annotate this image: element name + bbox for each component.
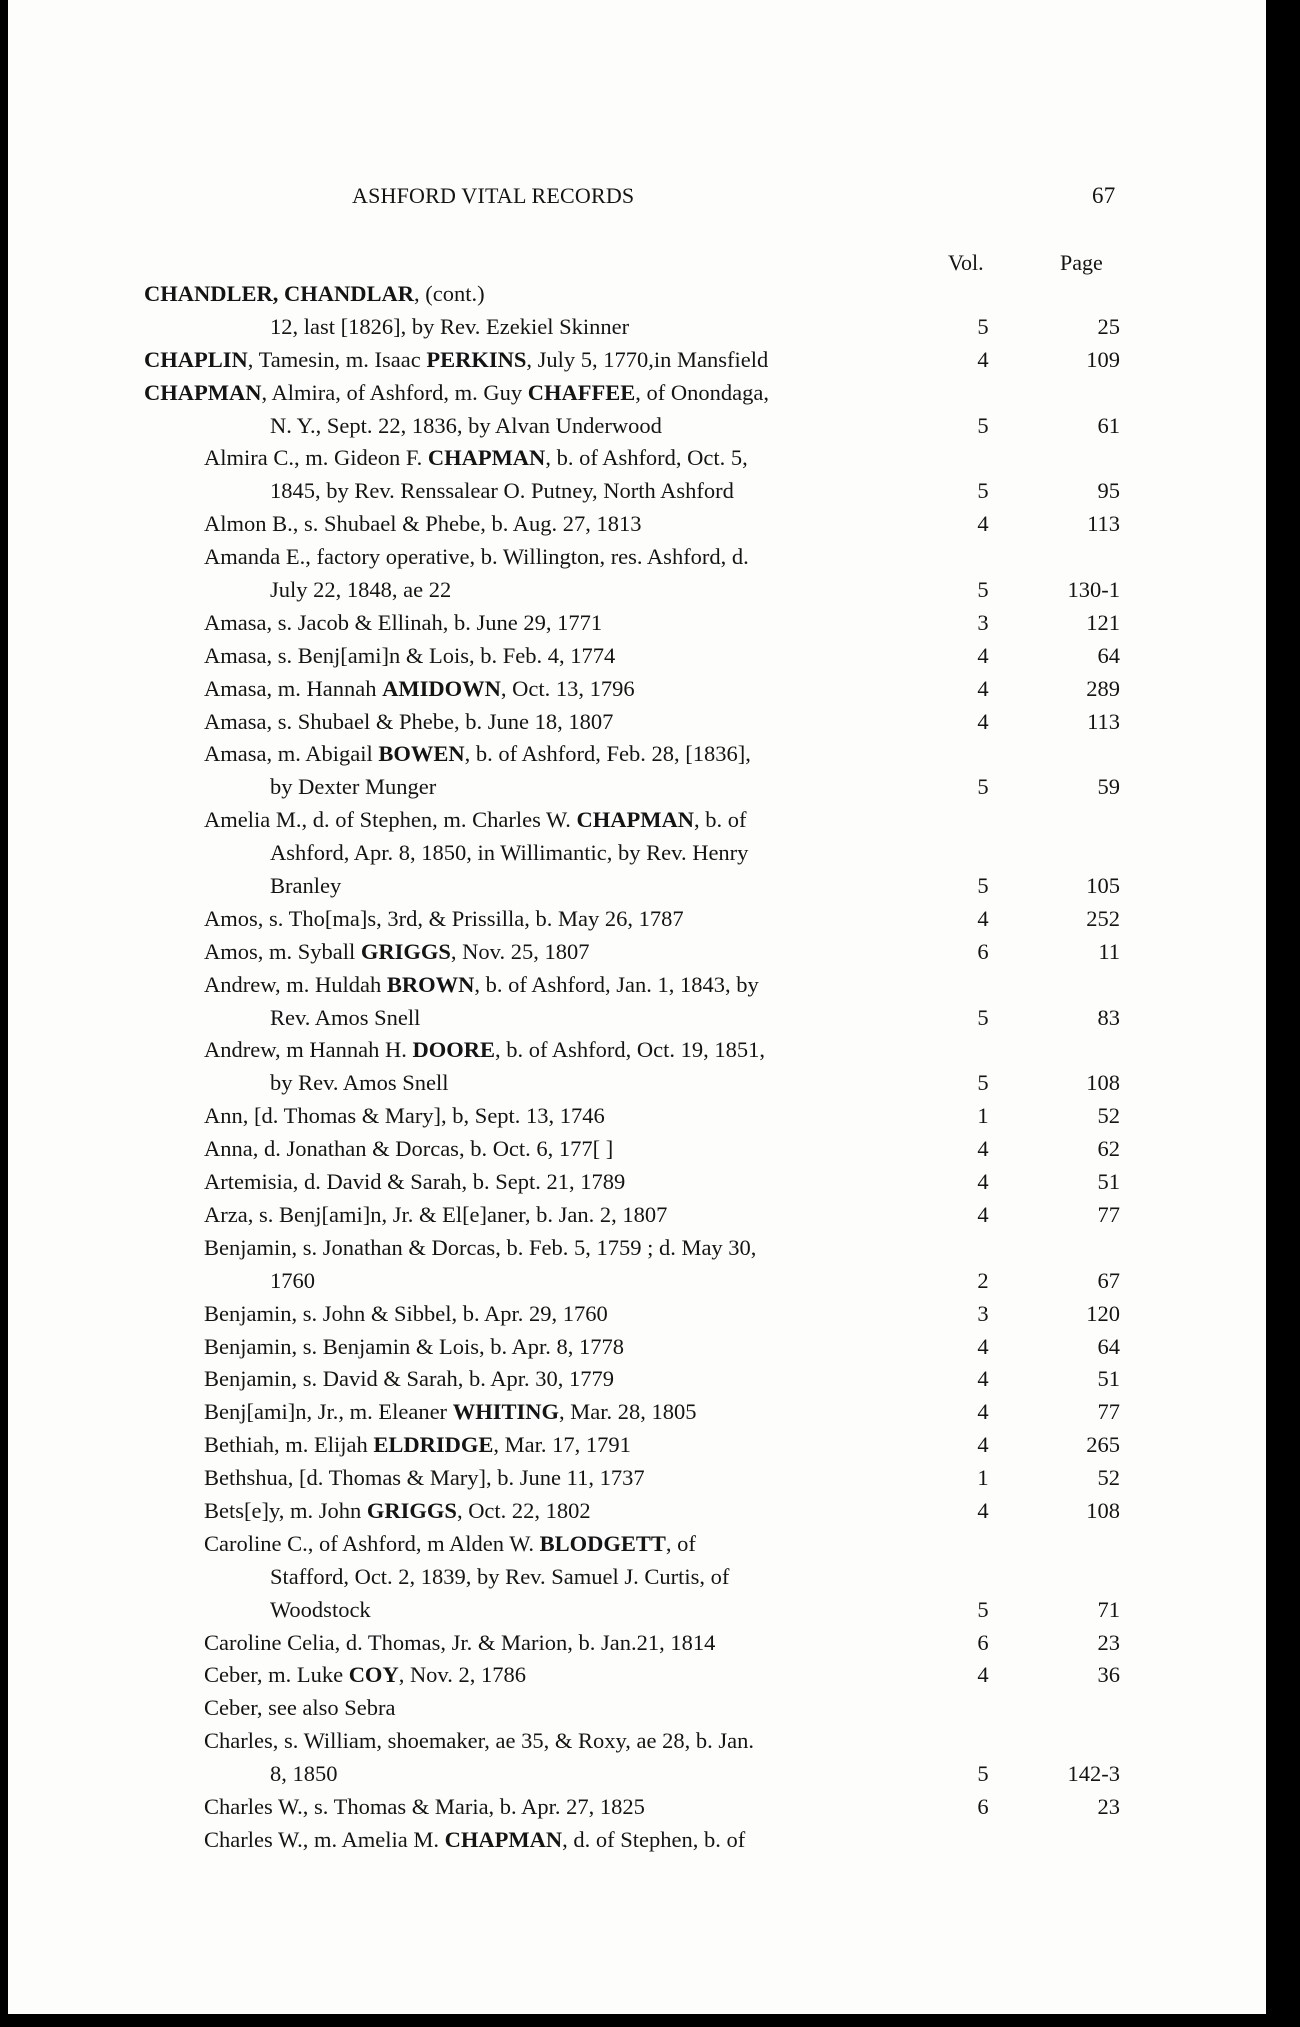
entry-text-part: , Nov. 2, 1786 <box>398 1662 526 1688</box>
volume-number: 2 <box>977 1267 989 1293</box>
entry-text <box>204 606 602 639</box>
surname: CHANDLER, CHANDLAR <box>144 281 415 306</box>
record-line <box>8 1560 1266 1593</box>
volume-number: 6 <box>977 938 989 964</box>
volume-number: 4 <box>977 708 989 734</box>
entry-text-part: Amasa, s. Jacob & Ellinah, b. June 29, 1771 <box>204 609 603 635</box>
entry-text-part: Amasa, s. Shubael & Phebe, b. June 18, 1807 <box>204 708 614 734</box>
page-reference: 289 <box>1086 675 1120 701</box>
volume-number: 5 <box>977 1070 989 1096</box>
entry-text <box>204 1132 613 1165</box>
volume-number: 1 <box>977 1103 989 1129</box>
record-line <box>8 1099 1266 1132</box>
volume-number: 6 <box>977 1793 989 1819</box>
entry-text <box>204 1395 696 1428</box>
entry-text <box>204 1494 591 1527</box>
volume-number: 4 <box>977 642 989 668</box>
entry-text <box>204 968 759 1001</box>
entry-text-part: , Tamesin, m. Isaac <box>247 346 427 372</box>
record-line <box>8 1790 1266 1823</box>
record-line <box>8 1757 1266 1790</box>
surname: ELDRIDGE <box>373 1432 494 1458</box>
entry-text <box>204 705 613 738</box>
surname: GRIGGS <box>366 1497 457 1523</box>
entry-text-part: Andrew, m Hannah H. <box>204 1037 413 1063</box>
page-reference: 252 <box>1086 905 1120 931</box>
record-line <box>8 310 1266 343</box>
volume-number: 4 <box>977 1432 989 1458</box>
entry-text <box>204 1790 645 1823</box>
volume-number: 5 <box>977 873 989 899</box>
entry-text <box>270 409 662 442</box>
record-line <box>8 1165 1266 1198</box>
page-reference: 64 <box>1097 1333 1120 1359</box>
page-reference: 67 <box>1097 1267 1120 1293</box>
page-reference: 95 <box>1097 478 1120 504</box>
surname: CHAFFEE <box>527 379 636 405</box>
entry-text <box>204 1428 631 1461</box>
entry-text-part: Rev. Amos Snell <box>270 1004 421 1030</box>
page-number: 67 <box>1092 183 1116 208</box>
volume-number: 4 <box>977 905 989 931</box>
surname: CHAPMAN <box>576 807 694 833</box>
record-line <box>8 836 1266 869</box>
entry-text-part: Bets[e]y, m. John <box>204 1497 367 1523</box>
entry-text-part: Benjamin, s. John & Sibbel, b. Apr. 29, 1760 <box>204 1300 608 1326</box>
record-line <box>8 770 1266 803</box>
entry-text-part: Stafford, Oct. 2, 1839, by Rev. Samuel J. Curtis, of <box>270 1563 730 1589</box>
surname: BLODGETT <box>539 1530 666 1556</box>
entry-text <box>204 507 642 540</box>
entry-text <box>204 803 746 836</box>
page-reference: 113 <box>1087 511 1120 537</box>
page-reference: 120 <box>1086 1300 1120 1326</box>
record-line <box>8 737 1266 770</box>
record-line <box>8 1428 1266 1461</box>
entry-text-part: , July 5, 1770,in Mansfield <box>526 346 769 372</box>
entry-text-part: 1845, by Rev. Renssalear O. Putney, North Ashford <box>270 478 734 504</box>
entry-text <box>204 1297 608 1330</box>
surname: CHAPMAN <box>144 379 262 405</box>
entry-text-part: Amasa, m. Hannah <box>204 675 383 701</box>
entry-text <box>204 935 589 968</box>
page-reference: 52 <box>1097 1465 1120 1491</box>
volume-number: 3 <box>977 1300 989 1326</box>
entry-text-part: Benj[ami]n, Jr., m. Eleaner <box>204 1399 453 1425</box>
volume-number: 3 <box>977 609 989 635</box>
entry-text <box>204 1231 756 1264</box>
record-line <box>8 1527 1266 1560</box>
record-line <box>8 1231 1266 1264</box>
entry-text-part: Ceber, see also Sebra <box>204 1695 396 1721</box>
entry-text <box>144 376 769 409</box>
record-line <box>8 540 1266 573</box>
entry-text-part: Amos, s. Tho[ma]s, 3rd, & Prissilla, b. May 26, 1787 <box>204 905 684 931</box>
record-line <box>8 1198 1266 1231</box>
record-line <box>8 1626 1266 1659</box>
volume-number: 4 <box>977 1169 989 1195</box>
entry-text <box>144 343 768 376</box>
surname: AMIDOWN <box>382 675 501 701</box>
entry-text <box>270 1593 371 1626</box>
record-line <box>8 343 1266 376</box>
page-reference: 142-3 <box>1067 1761 1120 1787</box>
entry-text <box>204 1823 745 1856</box>
entry-text-part: Woodstock <box>270 1596 371 1622</box>
surname: CHAPMAN <box>427 445 546 471</box>
entry-text-part: Ann, [d. Thomas & Mary], b, Sept. 13, 1746 <box>204 1103 605 1129</box>
entry-text <box>204 1362 614 1395</box>
page-reference: 105 <box>1086 873 1120 899</box>
entry-text-part: Caroline C., of Ashford, m Alden W. <box>204 1530 540 1556</box>
entry-text-part: Amelia M., d. of Stephen, m. Charles W. <box>204 807 577 833</box>
page-reference: 36 <box>1097 1662 1120 1688</box>
entry-text <box>270 573 451 606</box>
record-line <box>8 409 1266 442</box>
record-line <box>8 277 1266 310</box>
record-line <box>8 1395 1266 1428</box>
column-header-vol: Vol. <box>948 250 984 275</box>
volume-number: 4 <box>977 1366 989 1392</box>
page-reference: 11 <box>1098 938 1120 964</box>
entry-text <box>204 1527 696 1560</box>
entry-text-part: Amanda E., factory operative, b. Willington, res. Ashford, d. <box>204 544 749 570</box>
record-line <box>8 1658 1266 1691</box>
entry-text-part: , Mar. 28, 1805 <box>558 1399 697 1425</box>
record-line <box>8 1461 1266 1494</box>
surname: CHAPLIN <box>144 346 248 372</box>
record-line <box>8 869 1266 902</box>
running-title: ASHFORD VITAL RECORDS <box>352 183 635 208</box>
entry-text <box>204 1099 605 1132</box>
page-reference: 52 <box>1097 1103 1120 1129</box>
record-line <box>8 573 1266 606</box>
entry-text <box>270 474 734 507</box>
volume-number: 5 <box>977 774 989 800</box>
entry-text-part: Charles W., m. Amelia M. <box>204 1826 445 1852</box>
entry-text <box>204 1691 396 1724</box>
entry-text <box>204 672 635 705</box>
entry-text-part: Andrew, m. Huldah <box>204 971 387 997</box>
entry-text <box>204 1658 526 1691</box>
page-reference: 23 <box>1097 1793 1120 1819</box>
entry-text <box>270 1264 315 1297</box>
volume-number: 5 <box>977 577 989 603</box>
volume-number: 4 <box>977 1136 989 1162</box>
entry-text-part: , b. of Ashford, Oct. 5, <box>545 445 748 471</box>
record-line <box>8 1264 1266 1297</box>
entry-text <box>270 1066 449 1099</box>
surname: BOWEN <box>378 741 465 767</box>
volume-number: 1 <box>977 1465 989 1491</box>
entry-text-part: N. Y., Sept. 22, 1836, by Alvan Underwood <box>270 412 662 438</box>
entry-text-part: , Mar. 17, 1791 <box>493 1432 631 1458</box>
page-reference: 113 <box>1087 708 1120 734</box>
record-line <box>8 1724 1266 1757</box>
page-reference: 77 <box>1097 1399 1120 1425</box>
volume-number: 5 <box>977 1761 989 1787</box>
entry-text-part: , of <box>665 1530 696 1556</box>
volume-number: 4 <box>977 1399 989 1425</box>
surname: DOORE <box>412 1037 496 1063</box>
page-reference: 108 <box>1086 1070 1120 1096</box>
page-reference: 109 <box>1086 346 1120 372</box>
entry-text-part: , b. of Ashford, Oct. 19, 1851, <box>495 1037 765 1063</box>
record-line <box>8 639 1266 672</box>
page-reference: 25 <box>1097 313 1120 339</box>
entry-text-part: Charles, s. William, shoemaker, ae 35, & Roxy, ae 28, b. Jan. <box>204 1728 754 1754</box>
entry-text-part: , Oct. 13, 1796 <box>500 675 635 701</box>
entry-text-part: , Nov. 25, 1807 <box>450 938 590 964</box>
record-line <box>8 1033 1266 1066</box>
surname: GRIGGS <box>360 938 451 964</box>
column-header-page: Page <box>1060 250 1103 275</box>
entry-text-part: Amos, m. Syball <box>204 938 361 964</box>
record-line <box>8 1691 1266 1724</box>
entry-text <box>204 902 684 935</box>
surname: WHITING <box>452 1399 559 1425</box>
entry-text <box>204 639 615 672</box>
entry-text-part: Amasa, m. Abigail <box>204 741 379 767</box>
entry-text-part: , b. of Ashford, Feb. 28, [1836], <box>464 741 751 767</box>
entry-text <box>204 1724 754 1757</box>
entry-text <box>270 1560 729 1593</box>
entry-text <box>144 277 485 310</box>
entry-text-part: Benjamin, s. Benjamin & Lois, b. Apr. 8, 1778 <box>204 1333 624 1359</box>
entry-text-part: Charles W., s. Thomas & Maria, b. Apr. 27, 1825 <box>204 1793 645 1819</box>
entry-text <box>204 540 749 573</box>
volume-number: 4 <box>977 346 989 372</box>
record-line <box>8 902 1266 935</box>
entry-text-part: Anna, d. Jonathan & Dorcas, b. Oct. 6, 177[ ] <box>204 1136 614 1162</box>
record-line <box>8 803 1266 836</box>
entry-text <box>204 1461 645 1494</box>
entry-text-part: , b. of <box>693 807 747 833</box>
page-reference: 83 <box>1097 1004 1120 1030</box>
page-reference: 108 <box>1086 1497 1120 1523</box>
record-line <box>8 1362 1266 1395</box>
entry-text-part: Almira C., m. Gideon F. <box>204 445 428 471</box>
page-reference: 51 <box>1097 1366 1120 1392</box>
page-reference: 62 <box>1097 1136 1120 1162</box>
volume-number: 5 <box>977 478 989 504</box>
entry-text-part: Arza, s. Benj[ami]n, Jr. & El[e]aner, b. Jan. 2, 1807 <box>204 1201 668 1227</box>
entry-text-part: , (cont.) <box>414 281 485 306</box>
record-line <box>8 672 1266 705</box>
entry-text-part: by Rev. Amos Snell <box>270 1070 449 1096</box>
entry-text-part: Caroline Celia, d. Thomas, Jr. & Marion, b. Jan.21, 1814 <box>204 1629 716 1655</box>
record-line <box>8 606 1266 639</box>
record-line <box>8 376 1266 409</box>
record-line <box>8 1593 1266 1626</box>
entry-text <box>270 836 748 869</box>
record-line <box>8 1823 1266 1856</box>
entry-text-part: Benjamin, s. David & Sarah, b. Apr. 30, 1779 <box>204 1366 614 1392</box>
volume-number: 4 <box>977 1497 989 1523</box>
entry-text-part: Branley <box>270 873 342 899</box>
page-reference: 71 <box>1097 1596 1120 1622</box>
record-line <box>8 507 1266 540</box>
record-line <box>8 1066 1266 1099</box>
entry-text-part: 12, last [1826], by Rev. Ezekiel Skinner <box>270 313 630 339</box>
volume-number: 5 <box>977 412 989 438</box>
record-line <box>8 1001 1266 1034</box>
page-reference: 121 <box>1086 609 1120 635</box>
record-line <box>8 968 1266 1001</box>
record-page <box>8 0 1266 2014</box>
volume-number: 6 <box>977 1629 989 1655</box>
entry-text-part: Bethiah, m. Elijah <box>204 1432 374 1458</box>
record-line <box>8 705 1266 738</box>
page-reference: 59 <box>1097 774 1120 800</box>
record-line <box>8 474 1266 507</box>
volume-number: 4 <box>977 511 989 537</box>
surname: COY <box>348 1662 399 1688</box>
record-entries <box>8 277 1266 1856</box>
entry-text-part: Ceber, m. Luke <box>204 1662 349 1688</box>
surname: PERKINS <box>426 346 527 372</box>
record-line <box>8 441 1266 474</box>
entry-text-part: , Oct. 22, 1802 <box>456 1497 591 1523</box>
entry-text <box>204 1033 765 1066</box>
entry-text-part: Almon B., s. Shubael & Phebe, b. Aug. 27, 1813 <box>204 511 642 537</box>
record-line <box>8 1494 1266 1527</box>
volume-number: 5 <box>977 1596 989 1622</box>
volume-number: 4 <box>977 675 989 701</box>
entry-text-part: Bethshua, [d. Thomas & Mary], b. June 11, 1737 <box>204 1465 645 1491</box>
entry-text-part: Amasa, s. Benj[ami]n & Lois, b. Feb. 4, 1774 <box>204 642 616 668</box>
page-reference: 130-1 <box>1067 577 1120 603</box>
entry-text-part: 1760 <box>270 1267 315 1293</box>
volume-number: 4 <box>977 1333 989 1359</box>
entry-text <box>270 1001 420 1034</box>
entry-text <box>204 737 751 770</box>
entry-text <box>204 1198 667 1231</box>
entry-text-part: Ashford, Apr. 8, 1850, in Willimantic, by Rev. Henry <box>270 840 749 866</box>
volume-number: 4 <box>977 1201 989 1227</box>
entry-text-part: July 22, 1848, ae 22 <box>270 577 452 603</box>
entry-text <box>270 1757 338 1790</box>
record-line <box>8 1132 1266 1165</box>
entry-text-part: 8, 1850 <box>270 1761 338 1787</box>
volume-number: 5 <box>977 1004 989 1030</box>
entry-text-part: Benjamin, s. Jonathan & Dorcas, b. Feb. 5, 1759 ; d. May 30, <box>204 1234 757 1260</box>
page-reference: 64 <box>1097 642 1120 668</box>
record-line <box>8 1297 1266 1330</box>
page-reference: 51 <box>1097 1169 1120 1195</box>
entry-text <box>270 869 341 902</box>
page-reference: 265 <box>1086 1432 1120 1458</box>
volume-number: 4 <box>977 1662 989 1688</box>
entry-text-part: by Dexter Munger <box>270 774 437 800</box>
entry-text-part: , b. of Ashford, Jan. 1, 1843, by <box>474 971 759 997</box>
entry-text-part: , d. of Stephen, b. of <box>562 1826 746 1852</box>
page-reference: 77 <box>1097 1201 1120 1227</box>
record-line <box>8 935 1266 968</box>
entry-text <box>270 310 629 343</box>
entry-text <box>204 441 748 474</box>
page-reference: 23 <box>1097 1629 1120 1655</box>
entry-text <box>204 1330 624 1363</box>
surname: BROWN <box>386 971 475 997</box>
entry-text <box>270 770 436 803</box>
page-reference: 61 <box>1097 412 1120 438</box>
record-line <box>8 1330 1266 1363</box>
entry-text-part: , Almira, of Ashford, m. Guy <box>261 379 528 405</box>
surname: CHAPMAN <box>444 1826 563 1852</box>
entry-text <box>204 1626 715 1659</box>
volume-number: 5 <box>977 313 989 339</box>
entry-text <box>204 1165 625 1198</box>
entry-text-part: Artemisia, d. David & Sarah, b. Sept. 21, 1789 <box>204 1169 626 1195</box>
entry-text-part: , of Onondaga, <box>635 379 769 405</box>
